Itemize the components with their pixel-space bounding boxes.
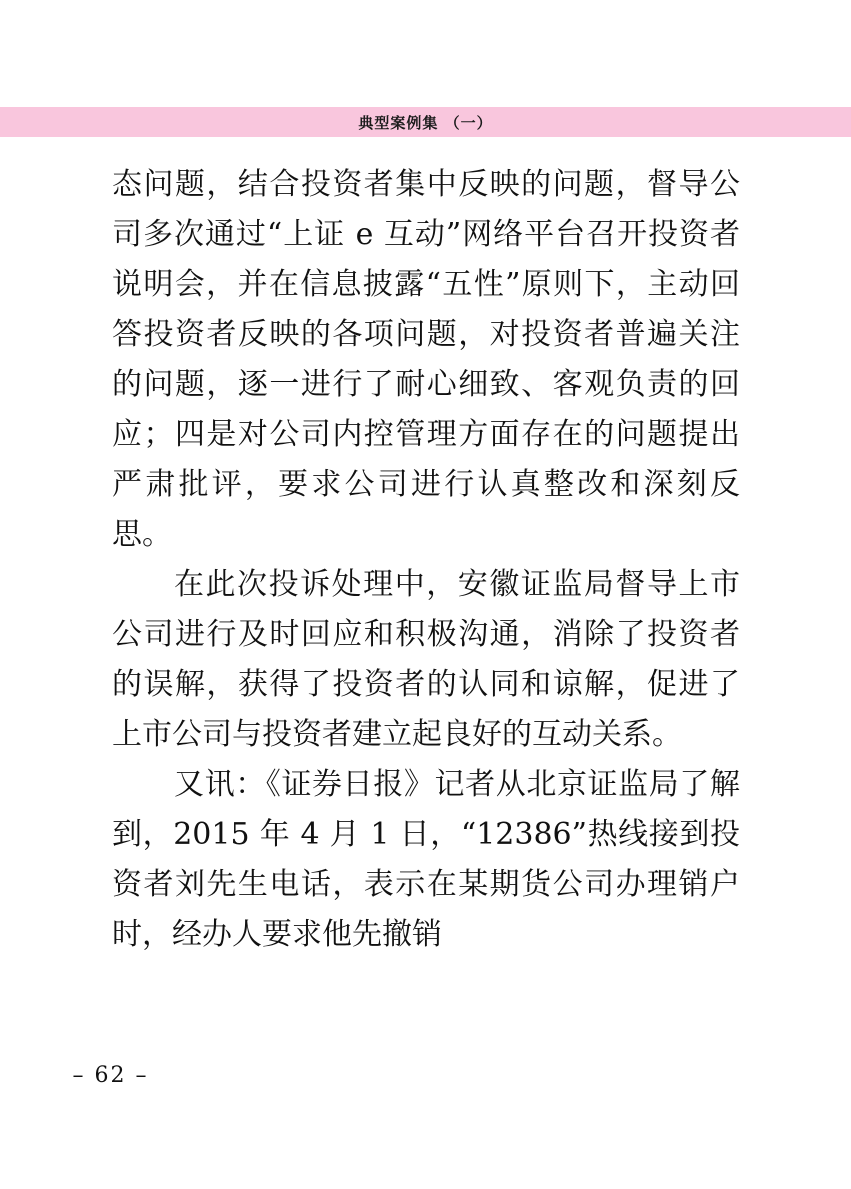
running-head-title: 典型案例集 （一） (358, 113, 493, 132)
page-footer (0, 1063, 851, 1088)
paragraph-1: 态问题，结合投资者集中反映的问题，督导公司多次通过“上证 e 互动”网络平台召开投资者说明会，并在信息披露“五性”原则下，主动回答投资者反映的各项问题，对投资者普遍关注的问题，逐一进行了耐心细致、客观负责的回应；四是对公司内控管理方面存在的问题提出严肃批评，要求公司进行认真整改和深刻反思。 (112, 167, 740, 552)
page-body-text (112, 160, 740, 960)
page-number: – 62 – (72, 1063, 149, 1088)
paragraph-2: 在此次投诉处理中，安徽证监局督导上市公司进行及时回应和积极沟通，消除了投资者的误解，获得了投资者的认同和谅解，促进了上市公司与投资者建立起良好的互动关系。 (112, 567, 740, 752)
paragraph-3: 又讯：《证券日报》记者从北京证监局了解到，2015 年 4 月 1 日，“12386”热线接到投资者刘先生电话，表示在某期货公司办理销户时，经办人要求他先撤销 (112, 767, 740, 952)
running-head-band (0, 107, 851, 137)
